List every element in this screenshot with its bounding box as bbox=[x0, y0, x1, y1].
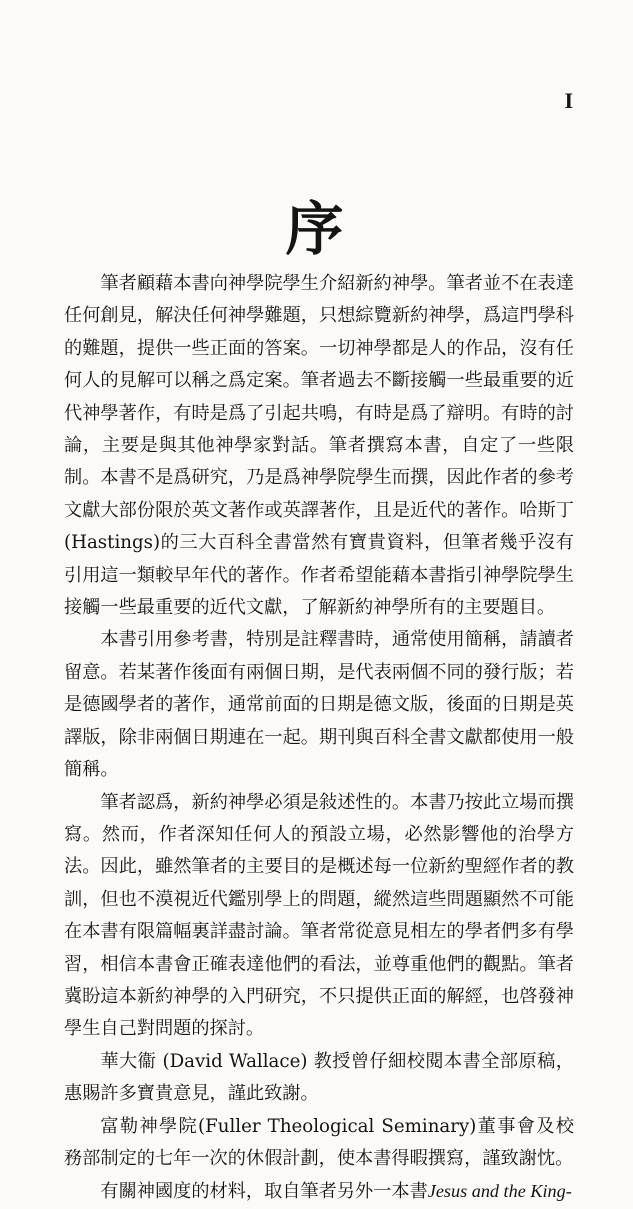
paragraph-last-text: 有關神國度的材料，取自筆者另外一本書 bbox=[100, 1181, 428, 1203]
paragraph: 華大衞 (David Wallace) 教授曾仔細校閱本書全部原稿，惠賜許多寶貴意見，謹此致謝。 bbox=[64, 1050, 574, 1105]
paragraph: 本書引用參考書，特別是註釋書時，通常使用簡稱，請讀者留意。若某著作後面有兩個日期，是代表兩個不同的發行版；若是德國學者的著作，通常前面的日期是德文版，後面的日期是英譯版，除非兩個日期連在一起。期刊與百科全書文獻都使用一般簡稱。 bbox=[64, 629, 574, 781]
chapter-title: 序 bbox=[285, 195, 348, 263]
paragraph-last bbox=[64, 1175, 574, 1208]
page-number: I bbox=[564, 88, 573, 113]
paragraph: 筆者顧藉本書向神學院學生介紹新約神學。筆者並不在表達任何創見，解決任何神學難題，只想綜覽新約神學，爲這門學科的難題，提供一些正面的答案。一切神學都是人的作品，沒有任何人的見解可以稱之爲定案。筆者過去不斷接觸一些最重要的近代神學著作，有時是爲了引起共鳴，有時是爲了辯明。有時的討論，主要是與其他神學家對話。筆者撰寫本書，自定了一些限制。本書不是爲研究，乃是爲神學院學生而撰，因此作者的參考文獻大部份限於英文著作或英譯著作，且是近代的著作。哈斯丁 (Hastings)的三大百科全書當然有寶貴資料，但筆者幾乎沒有引用這一類較早年代的著作。作者希望能藉本書指引神學院學生接觸一些最重要的近代文獻，了解新約神學所有的主要題目。 bbox=[64, 273, 574, 619]
preface-body bbox=[64, 268, 574, 1209]
book-title-italic: Jesus and the King- bbox=[427, 1181, 572, 1202]
paragraph: 筆者認爲，新約神學必須是敍述性的。本書乃按此立場而撰寫。然而，作者深知任何人的預設立場，必然影響他的治學方法。因此，雖然筆者的主要目的是概述每一位新約聖經作者的教訓，但也不漠視近代鑑別學上的問題，縱然這些問題顯然不可能在本書有限篇幅裏詳盡討論。筆者常從意見相左的學者們多有學習，相信本書會正確表達他們的看法，並尊重他們的觀點。筆者冀盼這本新約神學的入門研究，不只提供正面的解經，也啓發神學生自己對問題的探討。 bbox=[64, 791, 574, 1040]
paragraph: 富勒神學院(Fuller Theological Seminary)董事會及校務部制定的七年一次的休假計劃，使本書得暇撰寫，謹致謝忱。 bbox=[64, 1115, 574, 1169]
